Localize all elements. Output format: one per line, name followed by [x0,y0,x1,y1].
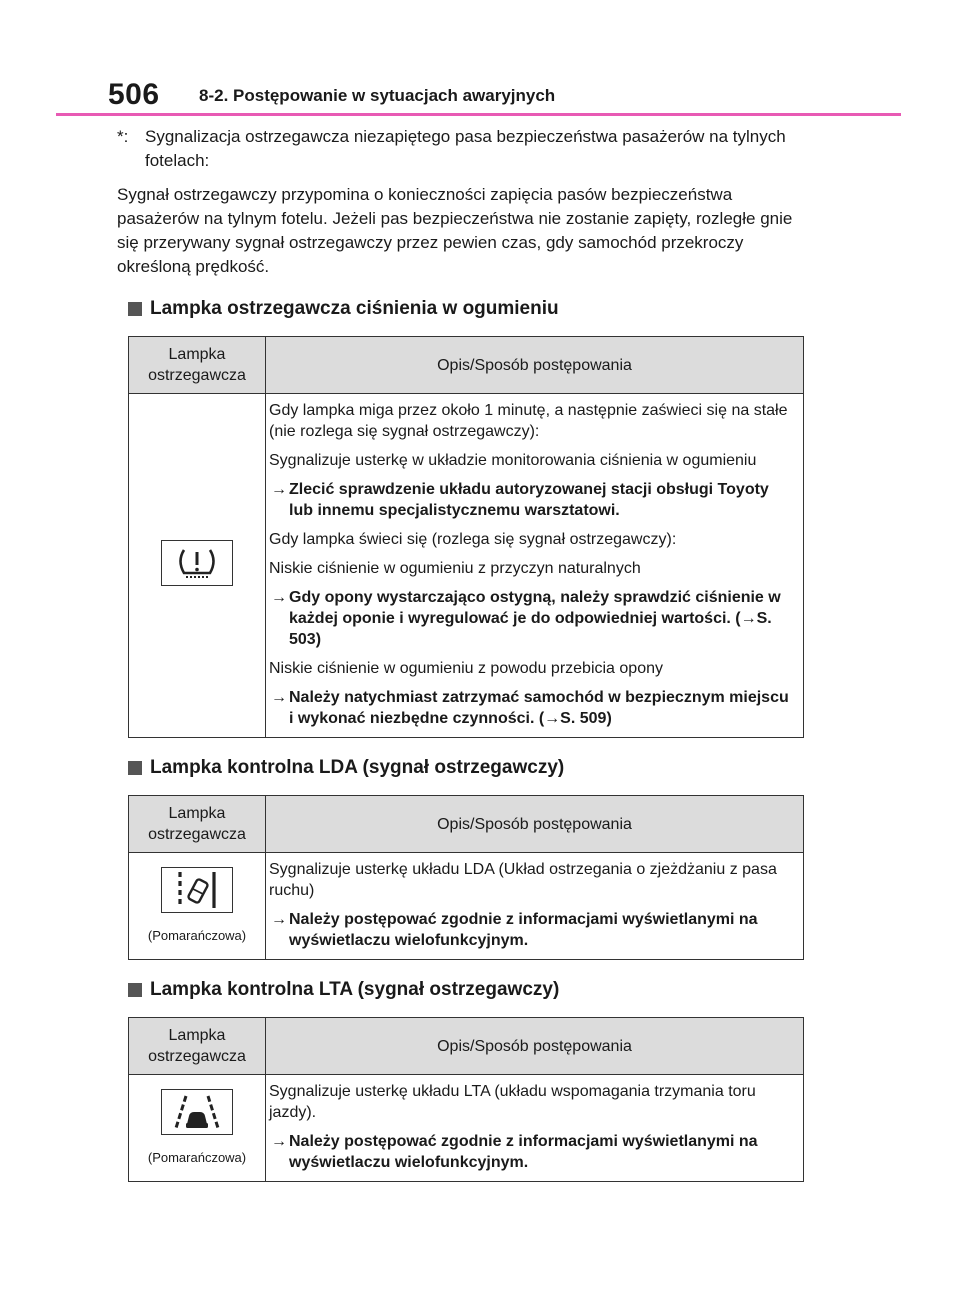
header-divider [56,113,901,116]
action-text: Zlecić sprawdzenie układu autoryzowanej stacji obsługi Toyoty lub innemu specjalistycznemu warsztatowi. [289,481,769,519]
intro-paragraph: Sygnał ostrzegawczy przypomina o konieczności zapięcia pasów bezpieczeństwa pasażerów na tylnym fotelu. Jeżeli pas bezpieczeństwa nie zostanie zapięty, rozległe gnie się przerywany sygnał ostrzegawczy przez pewien czas, gdy samochód przekroczy określoną prędkość. [117,185,793,276]
column-header-lamp: Lampka ostrzegawcza [129,1018,266,1075]
action-step [269,909,797,951]
page-body [117,125,807,1182]
arrow-icon: → [271,481,287,498]
square-bullet-icon [128,983,142,997]
description-text: Niskie ciśnienie w ogumieniu z powodu przebicia opony [269,660,663,677]
description-cell [266,853,804,960]
warning-table-lda [128,795,804,960]
description-cell [266,1075,804,1182]
action-step [269,479,797,521]
square-bullet-icon [128,761,142,775]
section-heading [128,756,807,780]
arrow-icon: → [271,911,287,928]
lane-departure-alert-icon [161,867,233,913]
icon-caption: (Pomarańczowa) [147,927,247,943]
square-bullet-icon [128,302,142,316]
section-title: 8-2. Postępowanie w sytuacjach awaryjnych [199,86,556,105]
action-step [269,1131,797,1173]
arrow-icon: → [271,689,287,706]
description-text: Sygnalizuje usterkę w układzie monitorowania ciśnienia w ogumieniu [269,452,757,469]
table-row [129,394,804,738]
action-text: Gdy opony wystarczająco ostygną, należy sprawdzić ciśnienie w każdej oponie i wyregulować je do odpowiedniej wartości. (→S. 503) [289,589,781,648]
table-header-row [129,1018,804,1075]
description-text: Sygnalizuje usterkę układu LTA (układu wspomagania trzymania toru jazdy). [269,1083,756,1121]
action-text: Należy postępować zgodnie z informacjami wyświetlanymi na wyświetlaczu wielofunkcyjnym. [289,911,758,949]
description-cell [266,394,804,738]
section-heading-text: Lampka kontrolna LDA (sygnał ostrzegawczy) [150,757,565,778]
footnote [117,125,807,173]
icon-cell [129,394,266,738]
arrow-icon: → [271,1133,287,1150]
description-text: Niskie ciśnienie w ogumieniu z przyczyn naturalnych [269,560,641,577]
column-header-description: Opis/Sposób postępowania [266,796,804,853]
action-step [269,687,797,729]
footnote-mark: *: [117,127,129,146]
section-heading-text: Lampka kontrolna LTA (sygnał ostrzegawczy) [150,979,560,1000]
action-text: Należy natychmiast zatrzymać samochód w bezpiecznym miejscu i wykonać niezbędne czynności. (→S. 509) [289,689,789,727]
page-number: 506 [108,78,160,111]
column-header-description: Opis/Sposób postępowania [266,1018,804,1075]
table-row [129,1075,804,1182]
table-row [129,853,804,960]
column-header-lamp: Lampka ostrzegawcza [129,337,266,394]
description-text: Gdy lampka miga przez około 1 minutę, a następnie zaświeci się na stałe (nie rozlega się sygnał ostrzegawczy): [269,402,788,440]
warning-table-lta [128,1017,804,1182]
warning-table-tire-pressure [128,336,804,738]
lane-tracing-assist-icon [161,1089,233,1135]
table-header-row [129,337,804,394]
action-text: Należy postępować zgodnie z informacjami wyświetlanymi na wyświetlaczu wielofunkcyjnym. [289,1133,758,1171]
section-heading [128,297,807,321]
column-header-lamp: Lampka ostrzegawcza [129,796,266,853]
description-text: Gdy lampka świeci się (rozlega się sygnał ostrzegawczy): [269,531,677,548]
description-text: Sygnalizuje usterkę układu LDA (Układ ostrzegania o zjeżdżaniu z pasa ruchu) [269,861,777,899]
arrow-icon: → [271,589,287,606]
section-heading-text: Lampka ostrzegawcza ciśnienia w ogumieniu [150,298,559,319]
icon-cell [129,1075,266,1182]
action-step [269,587,797,650]
column-header-description: Opis/Sposób postępowania [266,337,804,394]
icon-cell [129,853,266,960]
icon-caption: (Pomarańczowa) [147,1149,247,1165]
footnote-text: Sygnalizacja ostrzegawcza niezapiętego pasa bezpieczeństwa pasażerów na tylnych fotelach: [145,127,786,170]
tire-pressure-warning-icon [161,540,233,586]
header-bar [108,78,868,112]
section-heading [128,978,807,1002]
table-header-row [129,796,804,853]
